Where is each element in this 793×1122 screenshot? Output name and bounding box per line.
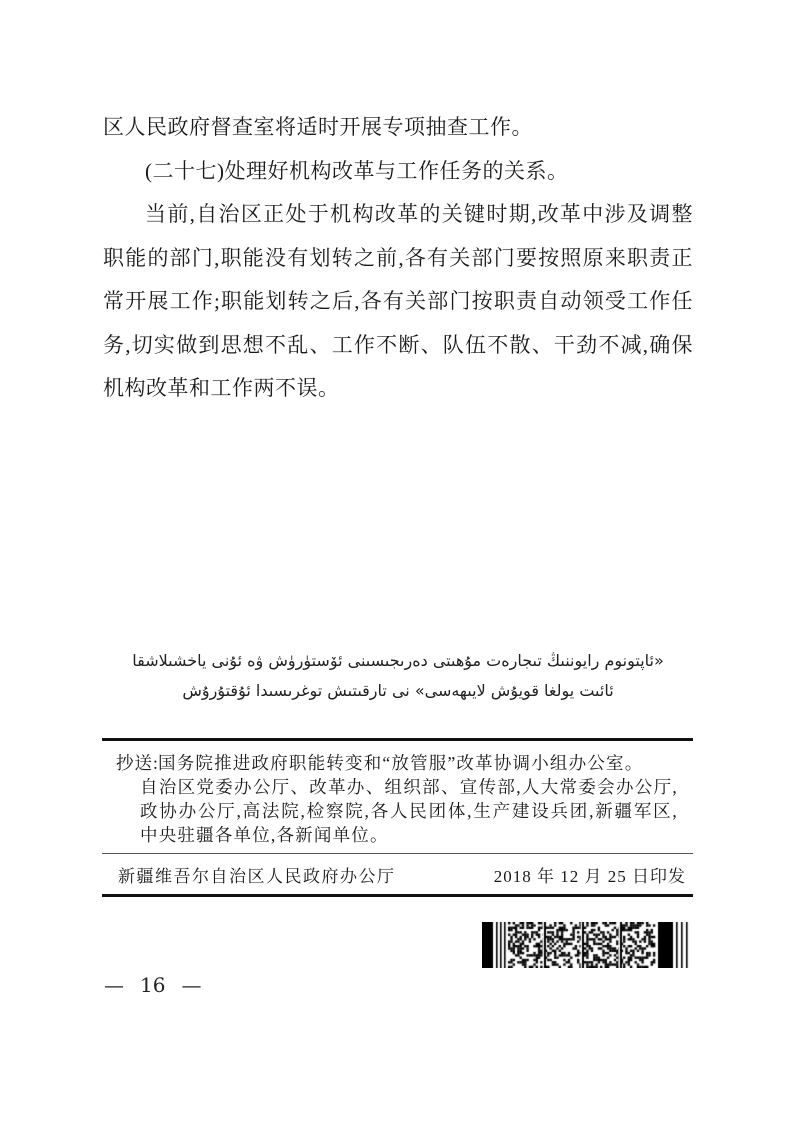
issue-line <box>103 854 693 894</box>
print-date: 2018 年 12 月 25 日印发 <box>493 866 686 886</box>
cc-section <box>116 751 678 847</box>
uyghur-document-title <box>103 646 693 706</box>
barcode-2d-icon <box>482 922 692 968</box>
page-number <box>104 973 201 997</box>
uyghur-title-line-2: ئائىت يولغا قويۇش لايىھەسى» نى تارقىتىش توغرىسىدا ئۇقتۇرۇش <box>182 681 614 700</box>
divider-top <box>102 738 693 741</box>
divider-bottom <box>102 894 693 897</box>
document-body <box>103 106 693 411</box>
cc-item: 自治区党委办公厅、改革办、组织部、宣传部,人大常委会办公厅,政协办公厅,高法院,检察院,各人民团体,生产建设兵团,新疆军区,中央驻疆各单位,各新闻单位。 <box>140 777 678 845</box>
uyghur-title-line-1: «ئاپتونوم رايوننىڭ تىجارەت مۇھىتى دەرىجىسىنى ئۆستۈرۈش ۋە ئۇنى ياخشىلاشقا <box>132 651 664 670</box>
page-number-dash-left: — <box>104 973 124 997</box>
issuing-office: 新疆维吾尔自治区人民政府办公厅 <box>118 866 396 886</box>
body-paragraph: (二十七)处理好机构改革与工作任务的关系。 <box>145 158 569 183</box>
page-number-value: 16 <box>140 973 166 997</box>
body-paragraph: 当前,自治区正处于机构改革的关键时期,改革中涉及调整职能的部门,职能没有划转之前,各有关部门要按照原来职责正常开展工作;职能划转之后,各有关部门按职责自动领受工作任务,切实做到思想不乱、工作不断、队伍不散、干劲不减,确保机构改革和工作两不误。 <box>103 202 693 400</box>
page-number-dash-right: — <box>181 973 202 997</box>
cc-label: 抄送: <box>116 753 159 773</box>
cc-list <box>140 751 678 847</box>
body-paragraph: 区人民政府督查室将适时开展专项抽查工作。 <box>103 115 533 139</box>
cc-item: 国务院推进政府职能转变和“放管服”改革协调小组办公室。 <box>158 753 644 773</box>
